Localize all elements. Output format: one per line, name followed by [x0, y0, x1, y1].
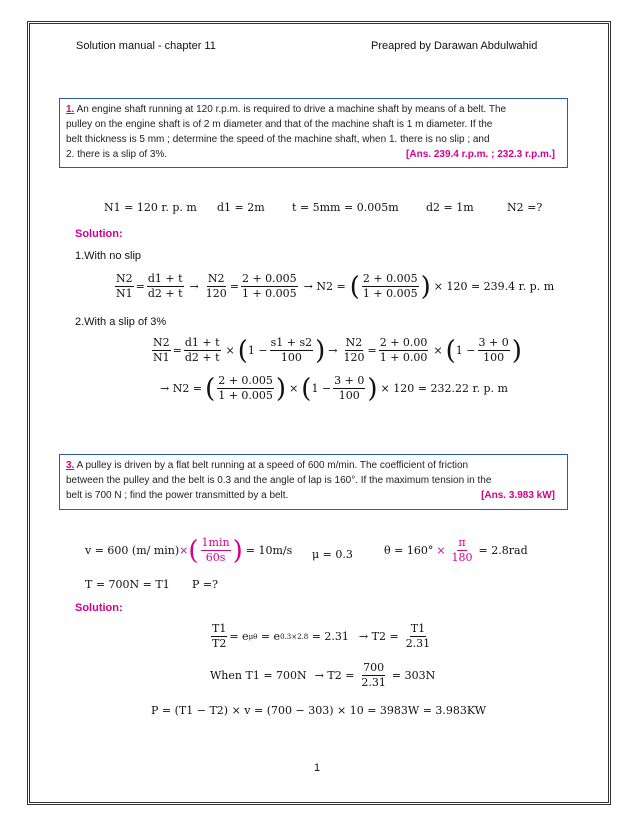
given-d2: d2 = 1m — [426, 201, 474, 214]
given-t: t = 5mm = 0.005m — [292, 201, 399, 214]
given-theta — [384, 536, 528, 565]
one-minus: 1 − — [311, 382, 332, 395]
ratio-value: = 2.31 — [308, 630, 349, 643]
times: × — [436, 544, 446, 557]
one-minus: 1 − — [455, 344, 476, 357]
frac-den: d2 + t — [184, 351, 220, 364]
frac-num: d1 + t — [184, 336, 220, 349]
frac-den: 60s — [205, 551, 226, 564]
frac-num: 700 — [363, 661, 385, 674]
question-3-text-a: A pulley is driven by a flat belt running at a speed of 600 m/min. The coefficient of friction — [74, 460, 469, 471]
frac-num: 2 + 0.005 — [218, 374, 273, 387]
exponent: 0.3×2.8 — [280, 632, 309, 641]
given-tension: T = 700N = T1 — [85, 578, 170, 591]
question-1-text-d: 2. there is a slip of 3%. — [66, 149, 168, 160]
given-power: P =? — [192, 578, 219, 591]
exponent: μθ — [248, 632, 258, 641]
equals: = — [135, 280, 145, 293]
equals: = — [367, 344, 377, 357]
case-2-equation-row-2 — [160, 374, 508, 403]
frac-num: π — [458, 536, 466, 549]
question-1-text-a: An engine shaft running at 120 r.p.m. is required to drive a machine shaft by means of a belt. The — [74, 104, 507, 115]
arrow-n2: → N2 = — [303, 280, 346, 293]
paren-open: ( — [237, 335, 248, 366]
frac-num: 2 + 0.005 — [241, 272, 297, 285]
case-1-result: × 120 = 239.4 r. p. m — [433, 280, 555, 293]
times: × — [433, 344, 443, 357]
frac-den: d2 + t — [147, 287, 183, 300]
frac-den: 100 — [280, 351, 302, 364]
frac-num: 3 + 0 — [478, 336, 509, 349]
question-3-number: 3. — [66, 460, 75, 471]
frac-num: N2 — [345, 336, 363, 349]
theta-start: θ = 160° — [384, 544, 434, 557]
given-n2: N2 =? — [507, 201, 543, 214]
times: × — [225, 344, 235, 357]
paren-close: ) — [367, 373, 378, 404]
question-3-answer: [Ans. 3.983 kW] — [481, 490, 555, 501]
paren-close: ) — [511, 335, 522, 366]
solution-label-1: Solution: — [75, 228, 123, 240]
question-1-box — [59, 98, 568, 168]
t2-result: = 303N — [391, 669, 436, 682]
frac-num: 3 + 0 — [334, 374, 365, 387]
frac-den: N1 — [153, 351, 170, 364]
frac-num: 2 + 0.00 — [379, 336, 428, 349]
arrow-t2: → T2 = — [358, 630, 399, 643]
arrow: → — [328, 344, 338, 357]
paren-open: ( — [205, 373, 216, 404]
paren-close: ) — [315, 335, 326, 366]
frac-den: N1 — [116, 287, 133, 300]
equals: = — [229, 280, 239, 293]
frac-num: s1 + s2 — [270, 336, 313, 349]
equals-e: = e — [257, 630, 281, 643]
paren-close: ) — [232, 535, 243, 566]
frac-den: 100 — [483, 351, 505, 364]
case-1-label: 1.With no slip — [75, 250, 142, 262]
frac-den: 120 — [205, 287, 227, 300]
header-left: Solution manual - chapter 11 — [76, 40, 216, 52]
case-2-result: × 120 = 232.22 r. p. m — [380, 382, 508, 395]
frac-den: 100 — [338, 389, 360, 402]
question-3-box — [59, 454, 568, 510]
case-2-label: 2.With a slip of 3% — [75, 316, 167, 328]
frac-den: 180 — [451, 551, 473, 564]
paren-open: ( — [188, 535, 199, 566]
power-equation: P = (T1 − T2) × v = (700 − 303) × 10 = 3983W = 3.983KW — [151, 704, 487, 717]
frac-den: 1 + 0.005 — [241, 287, 297, 300]
solution-label-3: Solution: — [75, 602, 123, 614]
frac-num: N2 — [116, 272, 133, 285]
frac-den: T2 — [212, 637, 227, 650]
frac-den: 1 + 0.005 — [362, 287, 418, 300]
given-d1: d1 = 2m — [217, 201, 265, 214]
question-1-text-c: belt thickness is 5 mm ; determine the speed of the machine shaft, when 1. there is no slip ; and — [66, 134, 490, 145]
frac-num: T1 — [212, 622, 227, 635]
frac-num: 1min — [201, 536, 230, 549]
frac-den: 2.31 — [405, 637, 431, 650]
velocity-end: = 10m/s — [245, 544, 293, 557]
times: × — [179, 544, 189, 557]
frac-den: 1 + 0.005 — [218, 389, 273, 402]
velocity-start: v = 600 (m/ min) — [85, 544, 180, 557]
arrow: → — [189, 280, 199, 293]
frac-den: 120 — [343, 351, 365, 364]
page-number: 1 — [314, 762, 321, 774]
theta-end: = 2.8rad — [478, 544, 528, 557]
times: × — [289, 382, 299, 395]
frac-den: 2.31 — [361, 676, 386, 689]
given-mu: μ = 0.3 — [312, 548, 353, 561]
frac-num: d1 + t — [147, 272, 183, 285]
question-3-text-c: belt is 700 N ; find the power transmitted by a belt. — [66, 490, 289, 501]
frac-num: 2 + 0.005 — [362, 272, 418, 285]
when-text: When T1 = 700N — [210, 669, 307, 682]
t2-equation — [210, 661, 435, 690]
case-1-equation — [113, 272, 554, 301]
question-1-answer: [Ans. 239.4 r.p.m. ; 232.3 r.p.m.] — [406, 149, 555, 160]
arrow-t2: → T2 = — [314, 669, 355, 682]
given-n1: N1 = 120 r. p. m — [104, 201, 197, 214]
header-right: Preapred by Darawan Abdulwahid — [371, 40, 538, 52]
tension-ratio-equation — [209, 622, 433, 651]
paren-open: ( — [445, 335, 456, 366]
frac-num: N2 — [207, 272, 225, 285]
equals: = — [172, 344, 182, 357]
paren-close: ) — [420, 271, 431, 302]
paren-open: ( — [301, 373, 312, 404]
question-3-text-b: between the pulley and the belt is 0.3 and the angle of lap is 160°. If the maximum tension in the — [66, 475, 492, 486]
frac-num: N2 — [153, 336, 170, 349]
frac-den: 1 + 0.00 — [379, 351, 428, 364]
question-1-text-b: pulley on the engine shaft is of 2 m diameter and that of the machine shaft is 1 m diameter. If the — [66, 119, 493, 130]
paren-open: ( — [349, 271, 360, 302]
given-velocity — [85, 536, 292, 565]
paren-close: ) — [275, 373, 287, 404]
frac-num: T1 — [410, 622, 426, 635]
case-2-equation-row-1 — [150, 336, 522, 365]
question-1-number: 1. — [66, 104, 75, 115]
arrow-n2: → N2 = — [160, 382, 203, 395]
equals-e: = e — [229, 630, 249, 643]
one-minus: 1 − — [247, 344, 268, 357]
